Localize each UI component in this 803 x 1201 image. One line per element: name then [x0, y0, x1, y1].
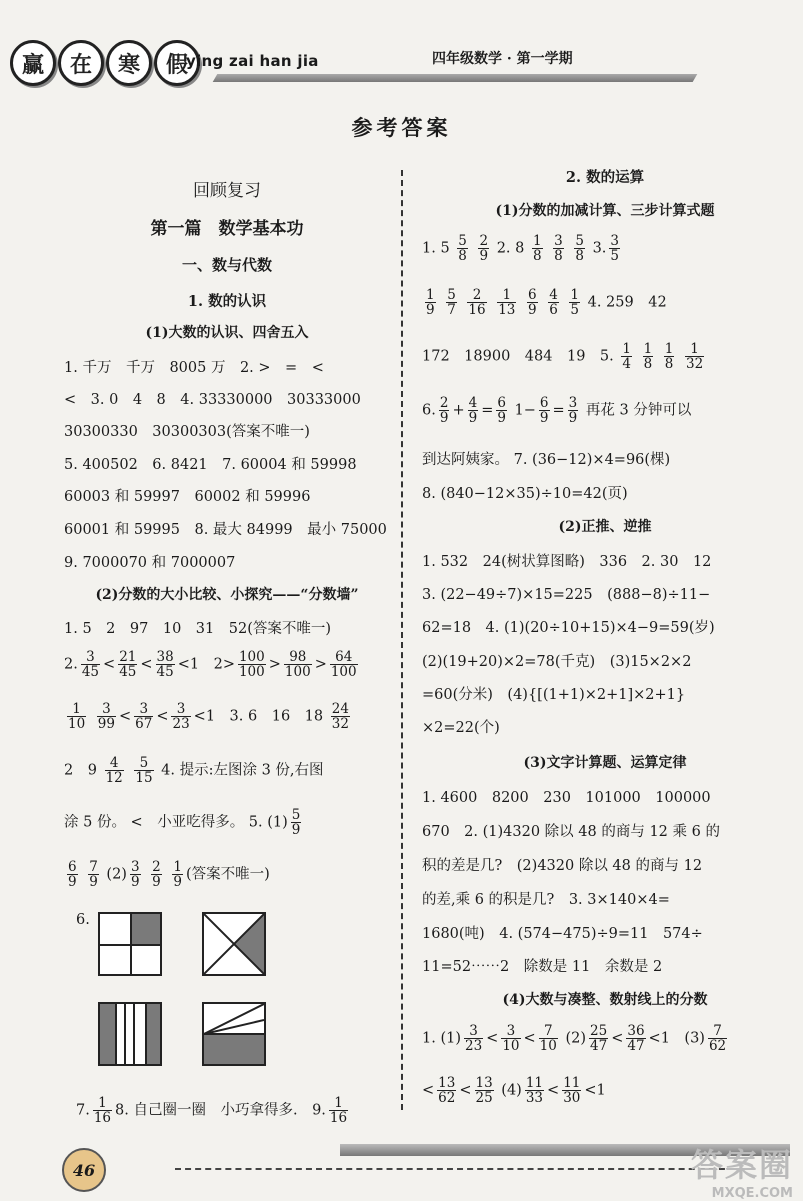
text: 8. 自己圈一圈 小巧拿得多. 9. — [115, 1102, 326, 1119]
fraction — [238, 650, 266, 679]
numerator: 38 — [156, 649, 174, 665]
figure-square-fan — [202, 1002, 266, 1066]
text: < — [547, 1082, 560, 1099]
fraction — [67, 702, 86, 731]
fan-figure — [204, 1004, 264, 1064]
answer-line: 9. 7000070 和 7000007 — [64, 555, 236, 571]
fraction — [93, 1096, 112, 1125]
text: <1 (3) — [648, 1030, 705, 1047]
numerator: 5 — [458, 233, 467, 249]
denominator: 100 — [330, 664, 357, 681]
fraction — [643, 342, 654, 371]
text: 4. 提示:左图涂 3 份,右图 — [161, 762, 324, 779]
footer-dashed-line — [175, 1168, 735, 1170]
shaded-part — [204, 1034, 264, 1064]
numerator: 2 — [439, 395, 449, 411]
text: 172 18900 484 19 5. — [422, 348, 614, 365]
section-heading: 1. 数的认识 — [187, 293, 267, 310]
subsection-heading: (2)分数的大小比较、小探究——“分数墙” — [95, 587, 359, 603]
numerator: 11 — [563, 1075, 581, 1091]
grid-line — [100, 944, 160, 946]
numerator: 21 — [119, 649, 137, 665]
text: 1. 5 — [422, 240, 450, 257]
answer-line — [64, 702, 353, 731]
denominator: 16 — [329, 1110, 348, 1127]
numerator: 98 — [284, 650, 312, 665]
denominator: 9 — [468, 410, 478, 427]
numerator: 3 — [97, 702, 116, 717]
numerator: 5 — [447, 287, 456, 303]
fraction — [568, 396, 579, 425]
text: 2. — [64, 656, 78, 673]
denominator: 62 — [708, 1038, 727, 1055]
denominator: 5 — [610, 248, 620, 265]
denominator: 9 — [291, 822, 301, 839]
page-header — [0, 28, 803, 108]
text: < — [422, 1082, 435, 1099]
denominator: 8 — [554, 248, 563, 265]
figure-square-diagonals — [202, 912, 266, 976]
fraction — [589, 1024, 608, 1053]
denominator: 13 — [498, 302, 516, 319]
text: > — [314, 656, 327, 673]
watermark-logo: 答案圈 — [690, 1146, 793, 1184]
answer-line: (2)(19+20)×2=78(千克) (3)15×2×2 — [422, 654, 692, 670]
fraction — [118, 650, 137, 679]
denominator: 9 — [426, 302, 435, 319]
answer-line: < 3. 0 4 8 4. 33330000 30333000 — [64, 392, 361, 408]
denominator: 47 — [627, 1038, 645, 1055]
fraction — [501, 1024, 520, 1053]
numerator: 11 — [525, 1075, 544, 1091]
fraction — [553, 234, 564, 263]
denominator: 33 — [525, 1090, 544, 1107]
numerator: 3 — [610, 233, 620, 249]
numerator: 1 — [497, 288, 516, 303]
fraction — [88, 860, 99, 889]
fraction — [81, 650, 100, 679]
denominator: 45 — [81, 664, 100, 681]
numerator: 3 — [130, 859, 140, 875]
denominator: 100 — [238, 664, 265, 681]
subsection-heading: (1)大数的认识、四舍五入 — [145, 325, 309, 341]
text: < — [459, 1082, 472, 1099]
answer-line — [422, 288, 667, 317]
denominator: 32 — [685, 356, 704, 373]
fraction — [496, 396, 507, 425]
pinyin-title: ying zai han jia — [186, 52, 319, 70]
column-divider — [401, 170, 403, 1110]
fraction — [685, 342, 704, 371]
denominator: 10 — [68, 716, 86, 733]
text: 1. (1) — [422, 1030, 461, 1047]
fraction — [664, 342, 675, 371]
fraction — [548, 288, 559, 317]
numerator: 1 — [622, 341, 631, 357]
fraction — [527, 288, 538, 317]
numerator: 7 — [708, 1024, 727, 1039]
answer-line: 8. (840−12×35)÷10=42(页) — [422, 486, 628, 502]
answer-line: 11=52⋯⋯2 除数是 11 余数是 2 — [422, 959, 663, 975]
numerator: 100 — [238, 649, 265, 665]
fraction — [446, 288, 457, 317]
fraction — [151, 860, 162, 889]
numerator: 3 — [134, 702, 153, 717]
fraction — [475, 1076, 494, 1105]
fraction — [130, 860, 141, 889]
denominator: 12 — [105, 770, 123, 787]
grade-label: 四年级数学 · 第一学期 — [432, 51, 573, 67]
answer-line: 的差,乘 6 的积是几? 3. 3×140×4= — [422, 892, 670, 908]
fraction — [330, 650, 358, 679]
shaded-part — [145, 1004, 160, 1064]
denominator: 16 — [468, 302, 486, 319]
denominator: 9 — [68, 874, 77, 891]
numerator: 6 — [539, 395, 549, 411]
numerator: 6 — [497, 395, 506, 411]
numerator: 5 — [575, 233, 584, 249]
numerator: 3 — [81, 650, 100, 665]
answer-line — [64, 860, 270, 889]
text: 1− — [514, 402, 536, 419]
numerator: 1 — [664, 341, 674, 357]
denominator: 9 — [539, 410, 549, 427]
text: 6. — [422, 402, 436, 419]
denominator: 5 — [570, 302, 579, 319]
subsection-heading: (1)分数的加减计算、三步计算式题 — [495, 203, 715, 219]
subsection-heading: (3)文字计算题、运算定律 — [523, 755, 687, 771]
fraction — [134, 756, 153, 785]
fraction — [156, 650, 175, 679]
answer-line: =60(分米) (4){[(1+1)×2+1]×2+1} — [422, 687, 686, 703]
answer-line: 62=18 4. (1)(20÷10+15)×4−9=59(岁) — [422, 620, 715, 636]
numerator: 3 — [464, 1024, 483, 1039]
series-logo — [10, 40, 200, 86]
fraction — [478, 234, 489, 263]
denominator: 9 — [497, 410, 506, 427]
fraction — [609, 234, 620, 263]
watermark-url: MXQE.COM — [711, 1186, 793, 1201]
answer-line: 60001 和 59995 8. 最大 84999 最小 75000 — [64, 522, 387, 538]
answer-line: 1680(吨) 4. (574−475)÷9=11 574÷ — [422, 926, 703, 942]
numerator: 1 — [643, 341, 653, 357]
chapter-heading: 一、数与代数 — [181, 256, 272, 274]
fraction — [329, 1096, 348, 1125]
answer-line: 到达阿姨家。 7. (36−12)×4=96(棵) — [422, 452, 671, 468]
denominator: 99 — [97, 716, 115, 733]
page-number: 46 — [62, 1148, 106, 1192]
numerator: 2 — [479, 233, 489, 249]
denominator: 9 — [152, 874, 161, 891]
numerator: 7 — [89, 859, 98, 875]
denominator: 9 — [568, 410, 578, 427]
numerator: 1 — [329, 1096, 348, 1111]
numerator: 4 — [468, 395, 478, 411]
numerator: 13 — [475, 1075, 493, 1091]
division-line — [204, 1004, 264, 1034]
shaded-part — [100, 1004, 115, 1064]
diagonal-figure — [204, 914, 264, 974]
denominator: 6 — [549, 302, 558, 319]
text: < — [140, 656, 153, 673]
logo-char: 赢 — [10, 40, 56, 86]
numerator: 5 — [134, 756, 153, 771]
text: 2 9 — [64, 762, 97, 779]
text: < — [103, 656, 116, 673]
numerator: 6 — [528, 287, 537, 303]
numerator: 1 — [67, 702, 86, 717]
text: (2) — [565, 1030, 587, 1047]
text: < — [118, 708, 132, 725]
text: <1 — [584, 1082, 606, 1099]
numerator: 7 — [539, 1024, 558, 1039]
page-footer — [0, 1138, 803, 1200]
answer-line: 5. 400502 6. 8421 7. 60004 和 59998 — [64, 457, 357, 473]
fraction — [171, 702, 190, 731]
denominator: 45 — [156, 664, 174, 681]
review-heading: 回顾复习 — [193, 181, 261, 201]
text: 4. 259 42 — [587, 294, 667, 311]
denominator: 32 — [331, 716, 349, 733]
shaded-part — [234, 914, 264, 974]
logo-char: 寒 — [106, 40, 152, 86]
answer-line — [422, 396, 691, 425]
fraction — [105, 756, 124, 785]
text: 再花 3 分钟可以 — [585, 402, 692, 419]
text: 7. — [76, 1102, 90, 1119]
numerator: 2 — [152, 859, 161, 875]
denominator: 4 — [622, 356, 631, 373]
fraction — [621, 342, 632, 371]
answer-line — [64, 756, 324, 785]
fraction — [525, 1076, 544, 1105]
fraction — [708, 1024, 727, 1053]
answer-line — [422, 342, 707, 371]
fraction — [331, 702, 350, 731]
grid-line — [124, 1004, 126, 1064]
denominator: 9 — [528, 302, 537, 319]
fraction — [97, 702, 116, 731]
answer-line: ×2=22(个) — [422, 720, 500, 736]
answer-line — [64, 650, 361, 679]
text: = — [481, 402, 494, 419]
denominator: 45 — [119, 664, 137, 681]
numerator: 6 — [68, 859, 77, 875]
denominator: 8 — [458, 248, 467, 265]
division-line — [204, 1020, 264, 1034]
text: (答案不唯一) — [185, 866, 270, 883]
answer-line: 积的差是几? (2)4320 除以 48 的商与 12 — [422, 858, 703, 874]
text: 2. 8 — [496, 240, 525, 257]
denominator: 8 — [575, 248, 584, 265]
denominator: 15 — [135, 770, 153, 787]
subsection-heading: (2)正推、逆推 — [558, 519, 652, 535]
text: 3. — [592, 240, 607, 257]
answer-line — [422, 1024, 730, 1053]
answer-line — [64, 808, 304, 837]
text: = — [552, 402, 565, 419]
fraction — [284, 650, 312, 679]
answer-line: 3. (22−49÷7)×15=225 (888−8)÷11− — [422, 587, 711, 603]
denominator: 16 — [93, 1110, 112, 1127]
denominator: 9 — [89, 874, 98, 891]
answer-line: 670 2. (1)4320 除以 48 的商与 12 乘 6 的 — [422, 824, 720, 840]
numerator: 1 — [685, 342, 704, 357]
fraction — [439, 396, 450, 425]
header-bar — [213, 74, 698, 82]
text: 涂 5 份。 < 小亚吃得多。 5. (1) — [64, 814, 288, 831]
denominator: 9 — [479, 248, 489, 265]
denominator: 8 — [532, 248, 542, 265]
fraction — [539, 1024, 558, 1053]
fraction — [532, 234, 543, 263]
fraction — [626, 1024, 645, 1053]
fraction — [468, 396, 479, 425]
numerator: 64 — [330, 650, 358, 665]
answer-line — [76, 1096, 351, 1125]
numerator: 4 — [105, 756, 124, 771]
answer-line — [422, 234, 623, 263]
numerator: 3 — [171, 702, 190, 717]
text: (2) — [106, 866, 127, 883]
denominator: 10 — [502, 1038, 520, 1055]
denominator: 9 — [439, 410, 449, 427]
watermark — [691, 1140, 793, 1201]
fraction — [67, 860, 78, 889]
numerator: 2 — [467, 288, 486, 303]
figure-square-grid — [98, 912, 162, 976]
text: + — [452, 402, 465, 419]
numerator: 1 — [570, 287, 579, 303]
denominator: 67 — [135, 716, 153, 733]
denominator: 100 — [284, 664, 311, 681]
denominator: 9 — [173, 874, 182, 891]
numerator: 13 — [438, 1075, 456, 1091]
answer-line: 1. 5 2 97 10 31 52(答案不唯一) — [64, 621, 332, 637]
answer-line: 1. 4600 8200 230 101000 100000 — [422, 790, 711, 806]
logo-char: 在 — [58, 40, 104, 86]
fraction — [539, 396, 550, 425]
fraction — [457, 234, 468, 263]
numerator: 1 — [426, 287, 435, 303]
answer-line: 30300330 30300303(答案不唯一) — [64, 424, 310, 440]
fraction — [569, 288, 580, 317]
answer-line: 1. 532 24(树状算图略) 336 2. 30 12 — [422, 554, 712, 570]
numerator: 25 — [590, 1023, 608, 1039]
fraction — [562, 1076, 581, 1105]
text: < — [486, 1030, 499, 1047]
denominator: 8 — [643, 356, 653, 373]
denominator: 23 — [464, 1038, 483, 1055]
denominator: 23 — [172, 716, 190, 733]
grid-line — [133, 1004, 135, 1064]
denominator: 25 — [475, 1090, 493, 1107]
numerator: 1 — [173, 859, 182, 875]
left-column — [62, 170, 392, 1127]
numerator: 4 — [549, 287, 558, 303]
numerator: 5 — [291, 807, 301, 823]
fraction — [437, 1076, 456, 1105]
numerator: 36 — [627, 1023, 645, 1039]
text: < — [611, 1030, 624, 1047]
logo-char: 假 — [154, 40, 200, 86]
text: <1 2> — [177, 656, 235, 673]
denominator: 62 — [438, 1090, 456, 1107]
denominator: 8 — [664, 356, 674, 373]
text: > — [268, 656, 281, 673]
answer-line — [422, 1076, 606, 1105]
denominator: 10 — [539, 1038, 557, 1055]
grid-line — [115, 1004, 117, 1064]
grid-line — [145, 1004, 147, 1064]
text: <1 3. 6 16 18 — [193, 708, 324, 725]
question-number: 6. — [76, 912, 90, 928]
subsection-heading: (4)大数与凑整、数射线上的分数 — [502, 992, 708, 1008]
page-title: 参考答案 — [351, 115, 452, 140]
answer-line: 60003 和 59997 60002 和 59996 — [64, 489, 311, 505]
denominator: 47 — [590, 1038, 608, 1055]
denominator: 9 — [130, 874, 140, 891]
figure-square-strips — [98, 1002, 162, 1066]
fraction — [291, 808, 302, 837]
fraction — [425, 288, 436, 317]
right-column — [420, 162, 790, 1122]
shaded-part — [130, 914, 160, 944]
numerator: 3 — [568, 395, 578, 411]
fraction — [467, 288, 486, 317]
fraction — [134, 702, 153, 731]
denominator: 7 — [447, 302, 456, 319]
fraction — [172, 860, 183, 889]
fraction — [497, 288, 516, 317]
numerator: 1 — [532, 233, 542, 249]
part-heading: 第一篇 数学基本功 — [150, 219, 304, 239]
section-heading: 2. 数的运算 — [565, 169, 645, 186]
text: < — [156, 708, 169, 725]
answer-line: 1. 千万 千万 8005 万 2. > = < — [64, 360, 324, 376]
fraction — [464, 1024, 483, 1053]
fraction — [574, 234, 585, 263]
text: < — [523, 1030, 536, 1047]
text: (4) — [501, 1082, 522, 1099]
denominator: 30 — [563, 1090, 581, 1107]
numerator: 1 — [93, 1096, 112, 1111]
numerator: 3 — [501, 1024, 520, 1039]
numerator: 3 — [554, 233, 563, 249]
numerator: 24 — [331, 701, 349, 717]
